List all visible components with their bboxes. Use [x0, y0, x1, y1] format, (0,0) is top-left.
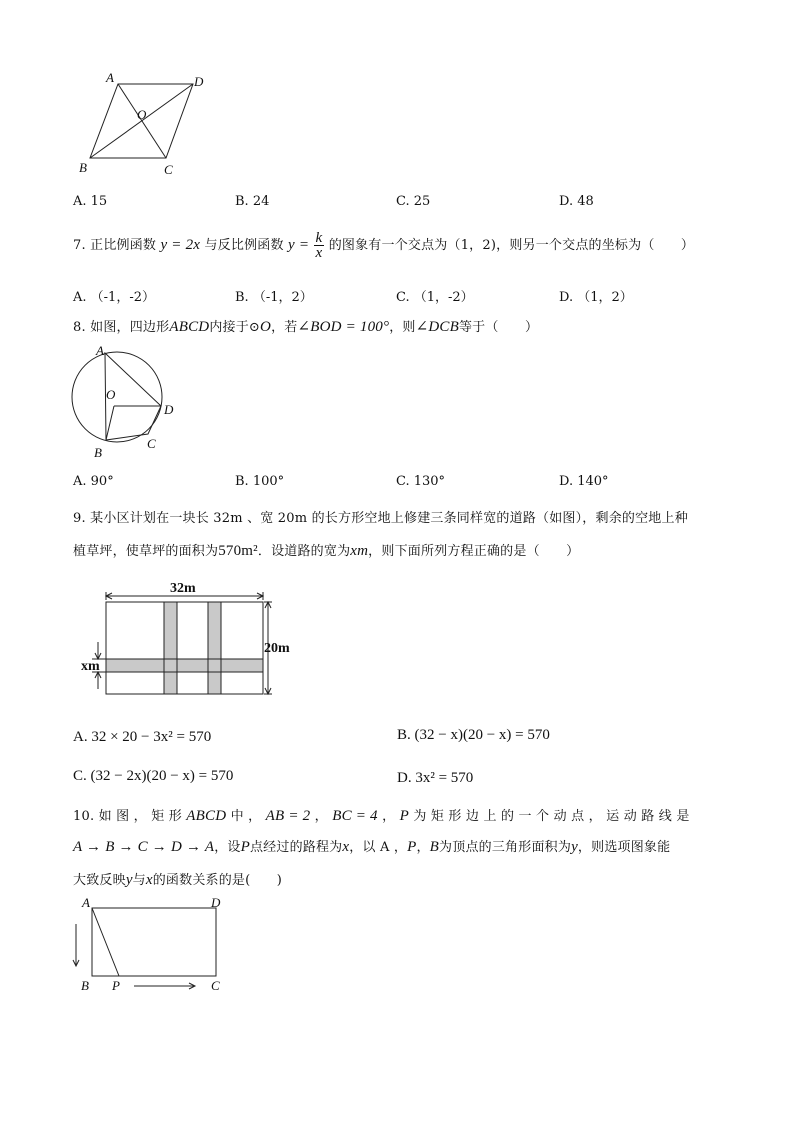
q9-option-a[interactable]: A. 32 × 20 − 3x² = 570 [73, 729, 212, 745]
q9-label-top: 32m [170, 581, 196, 596]
q9-road-vertical-2 [208, 602, 221, 694]
q10-line1-e: 为 矩 形 边 上 的 一 个 动 点 ， 运 动 路 线 是 [413, 809, 690, 824]
q9-var: xm [350, 543, 369, 559]
q7-option-b[interactable]: B. （-1，2） [235, 290, 313, 305]
q9-road-horizontal [106, 659, 263, 672]
q10-line2-p2: P [407, 839, 417, 855]
q7-frac-num: k [315, 230, 323, 246]
q8-angle1: ∠BOD = 100° [297, 319, 390, 335]
q7-option-d[interactable]: D. （1，2） [559, 290, 633, 305]
q10-line2-f: ，则选项图象能 [577, 840, 671, 855]
q9-option-d[interactable]: D. 3x² = 570 [397, 770, 474, 786]
q7-fraction [314, 231, 325, 260]
q6-option-b[interactable]: B. 24 [235, 194, 270, 209]
q7-prefix: 7. 正比例函数 [73, 238, 157, 253]
q8-text-b: 内接于 [209, 320, 249, 335]
q6-option-a[interactable]: A. 15 [73, 194, 108, 209]
q7-eq1: y = 2x [160, 237, 201, 253]
q8-circle-sym: ⊙ [248, 320, 261, 335]
q10-p: P [399, 808, 409, 824]
q8-text-e: 等于（ ） [458, 320, 539, 335]
q10-line2-y: y [571, 839, 578, 855]
q10-line3-y: y [125, 872, 133, 888]
q8-text-a: 8. 如图，四边形 [73, 320, 170, 335]
q9-line2-c: ，则下面所列方程正确的是（ ） [368, 544, 580, 559]
q9-line2-b: ．设道路的宽为 [257, 544, 351, 559]
q8-option-b[interactable]: B. 100° [235, 474, 285, 489]
q8-option-a[interactable]: A. 90° [73, 474, 114, 489]
q8-circle-figure [64, 342, 194, 462]
q7-eq2-left: y = [288, 237, 310, 253]
q8-circle [72, 352, 162, 442]
q7-option-c[interactable]: C. （1，-2） [396, 290, 474, 305]
q9-road-figure [78, 580, 308, 700]
q10-line2-a: ，设 [214, 840, 241, 855]
q10-segment-ap [92, 908, 119, 976]
q8-angle2: ∠DCB [415, 319, 459, 335]
q8-quad: ABCD [169, 319, 210, 335]
q10-line1-c: ， [314, 809, 328, 824]
q10-line2-e: 为顶点的三角形面积为 [439, 840, 572, 855]
q10-label-d: D [211, 895, 221, 910]
q6-label-o: O [137, 107, 147, 122]
q7-option-a[interactable]: A. （-1，-2） [73, 290, 155, 305]
q9-stem-line2 [73, 540, 579, 560]
q10-line1-a: 10. 如 图 ， 矩 形 [73, 809, 182, 824]
q10-label-c: C [211, 978, 220, 993]
q10-label-b: B [81, 978, 89, 993]
q9-road-vertical-1 [164, 602, 177, 694]
q10-line1-b: 中 ， [230, 809, 262, 824]
q9-label-right: 20m [264, 641, 290, 656]
q9-label-left: xm [81, 659, 100, 674]
q7-stem [73, 231, 694, 260]
q10-stem-line3 [73, 869, 282, 889]
q10-line3-a: 大致反映 [73, 873, 126, 888]
q10-stem-line2 [73, 836, 670, 856]
q9-area: 570m² [218, 543, 258, 559]
q6-parallelogram-figure [70, 66, 220, 186]
q9-option-c[interactable]: C. (32 − 2x)(20 − x) = 570 [73, 768, 234, 784]
q9-stem-line1: 9. 某小区计划在一块长 32m 、宽 20m 的长方形空地上修建三条同样宽的道路（如图），剩余的空地上种 [73, 511, 688, 526]
q10-line2-b: 点经过的路程为 [249, 840, 343, 855]
q10-line3-b: 与 [132, 873, 146, 888]
q8-label-d: D [164, 402, 174, 417]
q10-line1-d: ， [382, 809, 396, 824]
q7-frac-den: x [315, 245, 323, 261]
q10-label-p: P [112, 978, 120, 993]
q6-label-c: C [164, 162, 173, 177]
q8-label-c: C [147, 436, 156, 451]
q9-line2-a: 植草坪，使草坪的面积为 [73, 544, 219, 559]
q10-line2-p: P [240, 839, 250, 855]
q8-label-a: A [96, 343, 104, 358]
q10-bc: BC = 4 [332, 808, 378, 824]
q8-circle-name: O [260, 319, 272, 335]
q10-line2-b2: B [429, 839, 440, 855]
q8-option-d[interactable]: D. 140° [559, 474, 609, 489]
q8-text-c: ，若 [271, 320, 298, 335]
q10-ab: AB = 2 [265, 808, 311, 824]
q10-line2-c: ，以 A ， [349, 840, 408, 855]
q10-rectangle-figure [64, 894, 234, 996]
q10-line2-x: x [342, 839, 350, 855]
q6-option-d[interactable]: D. 48 [559, 194, 594, 209]
q6-label-d: D [194, 74, 204, 89]
q7-suffix: 的图象有一个交点为（1，2)，则另一个交点的坐标为（ ） [328, 238, 695, 253]
q10-path: A → B → C → D → A [73, 839, 215, 855]
q8-radius-ob [106, 406, 114, 440]
q8-stem [73, 316, 538, 336]
q10-line3-x: x [145, 872, 153, 888]
q6-label-a: A [106, 70, 114, 85]
q8-text-d: ，则 [389, 320, 416, 335]
q10-line2-d: ， [416, 840, 430, 855]
q8-option-c[interactable]: C. 130° [396, 474, 446, 489]
q7-mid: 与反比例函数 [204, 238, 284, 253]
q8-label-o: O [106, 387, 116, 402]
q9-option-b[interactable]: B. (32 − x)(20 − x) = 570 [397, 727, 550, 743]
q10-label-a: A [82, 895, 90, 910]
q6-label-b: B [79, 160, 87, 175]
q10-stem-line1 [73, 805, 690, 825]
q8-label-b: B [94, 445, 102, 460]
q10-rectangle [92, 908, 216, 976]
q10-rect: ABCD [186, 808, 227, 824]
q9-lot-rect [106, 602, 263, 694]
q10-line3-c: 的函数关系的是( ) [152, 873, 283, 888]
q6-option-c[interactable]: C. 25 [396, 194, 431, 209]
